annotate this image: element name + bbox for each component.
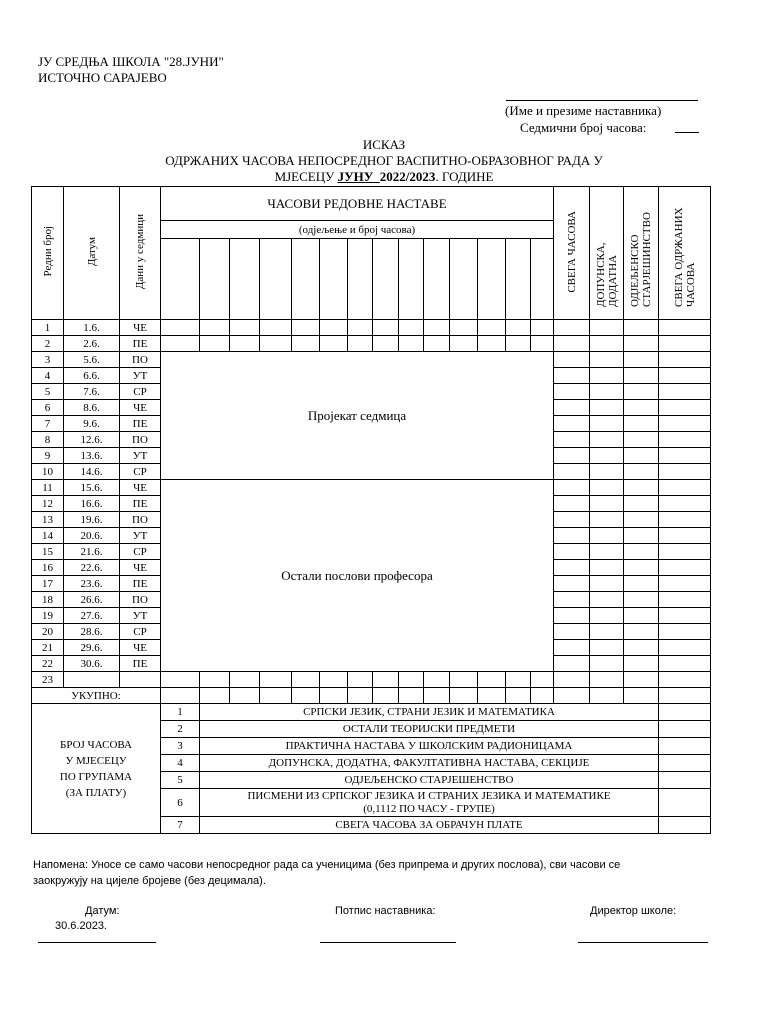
summary-cell[interactable] <box>659 640 711 656</box>
row-date: 27.6. <box>64 608 120 624</box>
school-name: ЈУ СРЕДЊА ШКОЛА "28.ЈУНИ" <box>38 54 224 69</box>
row-date <box>64 672 120 688</box>
regular-hours-cell[interactable] <box>424 672 450 688</box>
title-iskaz: ИСКАЗ <box>362 137 406 152</box>
group-value-cell[interactable] <box>659 817 711 834</box>
regular-hours-cell[interactable] <box>478 672 506 688</box>
row-weekday: ЧЕ <box>120 400 161 416</box>
regular-hours-cell[interactable] <box>450 672 478 688</box>
regular-hours-cell[interactable] <box>320 320 348 336</box>
col-header-day: Дани у седмици <box>134 213 146 290</box>
row-date: 30.6. <box>64 656 120 672</box>
row-weekday: ЧЕ <box>120 560 161 576</box>
summary-cell[interactable] <box>590 624 624 640</box>
regular-hours-cell[interactable] <box>200 336 230 352</box>
row-date: 5.6. <box>64 352 120 368</box>
summary-cell[interactable] <box>659 608 711 624</box>
summary-cell[interactable] <box>590 320 624 336</box>
row-number: 7 <box>32 416 64 432</box>
regular-hours-cell[interactable] <box>531 320 554 336</box>
summary-cell[interactable] <box>554 416 590 432</box>
row-number: 9 <box>32 448 64 464</box>
summary-cell[interactable] <box>624 432 659 448</box>
total-cell[interactable] <box>506 688 531 704</box>
group-title-text: ДОПУНСКА, ДОДАТНА, ФАКУЛТАТИВНА НАСТАВА, СЕКЦИЈЕ <box>268 756 590 769</box>
regular-classes-header: ЧАСОВИ РЕДОВНЕ НАСТАВЕ <box>161 187 554 221</box>
group-title-subtext: (0,1112 ПО ЧАСУ - ГРУПЕ) <box>363 802 495 815</box>
summary-cell[interactable] <box>624 464 659 480</box>
row-number: 17 <box>32 576 64 592</box>
regular-hours-cell[interactable] <box>320 336 348 352</box>
regular-hours-cell[interactable] <box>506 336 531 352</box>
summary-cell[interactable] <box>590 448 624 464</box>
total-cell[interactable] <box>260 688 292 704</box>
row-weekday: ЧЕ <box>120 480 161 496</box>
group-value-cell[interactable] <box>659 755 711 772</box>
summary-cell[interactable] <box>590 400 624 416</box>
groups-label-line: (ЗА ПЛАТУ) <box>65 786 127 799</box>
summary-cell[interactable] <box>659 592 711 608</box>
summary-cell[interactable] <box>659 496 711 512</box>
row-number: 5 <box>32 384 64 400</box>
title-line2: ОДРЖАНИХ ЧАСОВА НЕПОСРЕДНОГ ВАСПИТНО-ОБРАЗОВНОГ РАДА У <box>165 153 603 168</box>
summary-cell[interactable] <box>590 480 624 496</box>
summary-cell[interactable] <box>554 336 590 352</box>
row-weekday: СР <box>120 624 161 640</box>
group-value-cell[interactable] <box>659 789 711 817</box>
row-date: 14.6. <box>64 464 120 480</box>
summary-cell[interactable] <box>590 640 624 656</box>
regular-hours-cell[interactable] <box>373 672 399 688</box>
summary-cell[interactable] <box>659 656 711 672</box>
row-date: 8.6. <box>64 400 120 416</box>
summary-cell[interactable] <box>590 368 624 384</box>
row-number: 22 <box>32 656 64 672</box>
summary-cell[interactable] <box>590 352 624 368</box>
summary-cell[interactable] <box>590 656 624 672</box>
row-date: 28.6. <box>64 624 120 640</box>
row-date: 21.6. <box>64 544 120 560</box>
row-weekday: ПО <box>120 432 161 448</box>
summary-cell[interactable] <box>624 624 659 640</box>
row-date: 1.6. <box>64 320 120 336</box>
regular-hours-cell[interactable] <box>424 320 450 336</box>
summary-cell[interactable] <box>659 384 711 400</box>
row-date: 20.6. <box>64 528 120 544</box>
col-header-class-teacher: ОДЈЕЉЕНСКО СТАРЈЕШИНСТВО <box>629 211 653 307</box>
summary-cell[interactable] <box>659 448 711 464</box>
row-number: 11 <box>32 480 64 496</box>
groups-label-line: БРОЈ ЧАСОВА <box>60 738 132 751</box>
director-label: Директор школе: <box>590 905 677 917</box>
summary-cell[interactable] <box>624 528 659 544</box>
regular-hours-cell[interactable] <box>230 672 260 688</box>
row-weekday: УТ <box>120 368 161 384</box>
summary-cell[interactable] <box>554 656 590 672</box>
weekly-hours-line <box>675 132 699 133</box>
col-header-rb: Редни број <box>41 226 54 277</box>
summary-cell[interactable] <box>590 416 624 432</box>
row-number: 14 <box>32 528 64 544</box>
groups-label <box>32 704 161 834</box>
regular-hours-cell[interactable] <box>230 336 260 352</box>
row-number: 12 <box>32 496 64 512</box>
row-weekday: ПО <box>120 512 161 528</box>
row-number: 18 <box>32 592 64 608</box>
summary-cell[interactable] <box>624 640 659 656</box>
row-weekday: ПЕ <box>120 656 161 672</box>
row-weekday: ПО <box>120 352 161 368</box>
summary-cell[interactable] <box>659 576 711 592</box>
row-date: 29.6. <box>64 640 120 656</box>
row-date: 16.6. <box>64 496 120 512</box>
row-number: 10 <box>32 464 64 480</box>
row-date: 26.6. <box>64 592 120 608</box>
regular-hours-cell[interactable] <box>348 672 373 688</box>
regular-hours-cell[interactable] <box>450 320 478 336</box>
teacher-signature-label: Потпис наставника: <box>335 905 436 917</box>
summary-cell[interactable] <box>554 672 590 688</box>
total-cell[interactable] <box>399 688 424 704</box>
row-number: 13 <box>32 512 64 528</box>
group-title-text: СРПСКИ ЈЕЗИК, СТРАНИ ЈЕЗИК И МАТЕМАТИКА <box>303 705 555 718</box>
summary-cell[interactable] <box>590 528 624 544</box>
regular-hours-cell[interactable] <box>478 336 506 352</box>
summary-cell[interactable] <box>624 608 659 624</box>
summary-cell[interactable] <box>554 496 590 512</box>
group-title-text: СВЕГА ЧАСОВА ЗА ОБРАЧУН ПЛАТЕ <box>335 818 523 831</box>
summary-cell[interactable] <box>554 368 590 384</box>
summary-cell[interactable] <box>624 448 659 464</box>
date-line <box>38 942 156 943</box>
regular-hours-cell[interactable] <box>348 320 373 336</box>
row-number: 2 <box>32 336 64 352</box>
regular-hours-cell[interactable] <box>399 320 424 336</box>
group-title-text: ОСТАЛИ ТЕОРИЈСКИ ПРЕДМЕТИ <box>342 722 516 735</box>
summary-cell[interactable] <box>590 608 624 624</box>
school-city: ИСТОЧНО САРАЈЕВО <box>38 70 167 85</box>
table-row <box>32 352 711 368</box>
total-row <box>32 688 711 704</box>
date-value: 30.6.2023. <box>55 920 107 932</box>
row-number: 6 <box>32 400 64 416</box>
summary-cell[interactable] <box>590 464 624 480</box>
summary-cell[interactable] <box>554 544 590 560</box>
regular-hours-cell[interactable] <box>450 336 478 352</box>
summary-cell[interactable] <box>590 592 624 608</box>
col-header-grand-total: СВЕГА ОДРЖАНИХ ЧАСОВА <box>672 206 697 307</box>
regular-hours-cell[interactable] <box>373 320 399 336</box>
group-title <box>200 817 659 834</box>
title-year: 2022/2023 <box>379 169 436 184</box>
row-number: 16 <box>32 560 64 576</box>
group-number: 6 <box>161 789 200 817</box>
summary-cell[interactable] <box>590 432 624 448</box>
table-row <box>32 336 711 352</box>
summary-cell[interactable] <box>554 384 590 400</box>
summary-cell[interactable] <box>659 320 711 336</box>
summary-cell[interactable] <box>554 448 590 464</box>
regular-hours-cell[interactable] <box>260 320 292 336</box>
weekly-hours-label: Седмични број часова: <box>520 120 647 135</box>
regular-hours-cell[interactable] <box>260 672 292 688</box>
group-number: 7 <box>161 817 200 834</box>
summary-cell[interactable] <box>554 512 590 528</box>
summary-cell[interactable] <box>624 320 659 336</box>
summary-cell[interactable] <box>659 416 711 432</box>
total-label: УКУПНО: <box>32 688 161 704</box>
col-header-date: Датум <box>85 236 98 267</box>
title-month: ЈУНУ <box>337 169 374 184</box>
row-date: 12.6. <box>64 432 120 448</box>
regular-hours-cell[interactable] <box>320 672 348 688</box>
row-weekday: ЧЕ <box>120 640 161 656</box>
summary-cell[interactable] <box>590 512 624 528</box>
teacher-name-caption: (Име и презиме наставника) <box>505 103 662 118</box>
merged-other-duties: Остали послови професора <box>161 480 554 672</box>
summary-cell[interactable] <box>659 336 711 352</box>
title-line3: МЈЕСЕЦУ ЈУНУ 2022/2023. ГОДИНЕ <box>274 169 494 184</box>
row-number: 1 <box>32 320 64 336</box>
row-number: 8 <box>32 432 64 448</box>
group-number: 4 <box>161 755 200 772</box>
regular-hours-cell[interactable] <box>531 336 554 352</box>
summary-cell[interactable] <box>554 640 590 656</box>
teacher-name-line <box>506 100 698 101</box>
regular-hours-cell[interactable] <box>292 320 320 336</box>
regular-hours-cell[interactable] <box>531 672 554 688</box>
total-summary-cell[interactable] <box>659 688 711 704</box>
date-label: Датум: <box>85 905 120 917</box>
summary-cell[interactable] <box>624 400 659 416</box>
row-date: 15.6. <box>64 480 120 496</box>
summary-cell[interactable] <box>659 560 711 576</box>
groups-label-line: У МЈЕСЕЦУ <box>65 754 127 767</box>
summary-cell[interactable] <box>624 336 659 352</box>
row-date: 2.6. <box>64 336 120 352</box>
summary-cell[interactable] <box>624 656 659 672</box>
summary-cell[interactable] <box>659 432 711 448</box>
summary-cell[interactable] <box>624 352 659 368</box>
regular-hours-cell[interactable] <box>506 320 531 336</box>
regular-classes-subheader: (одјељење и број часова) <box>161 221 554 239</box>
group-title-text: ПРАКТИЧНА НАСТАВА У ШКОЛСКИМ РАДИОНИЦАМА <box>285 739 573 752</box>
note-line2: заокружују на цијеле бројеве (без децимала). <box>33 875 266 887</box>
summary-cell[interactable] <box>624 592 659 608</box>
group-number: 5 <box>161 772 200 789</box>
summary-cell[interactable] <box>554 320 590 336</box>
regular-hours-cell[interactable] <box>399 336 424 352</box>
row-weekday: ПО <box>120 592 161 608</box>
summary-cell[interactable] <box>659 672 711 688</box>
summary-cell[interactable] <box>659 464 711 480</box>
summary-cell[interactable] <box>624 560 659 576</box>
summary-cell[interactable] <box>624 384 659 400</box>
group-title <box>200 755 659 772</box>
total-cell[interactable] <box>320 688 348 704</box>
summary-cell[interactable] <box>554 464 590 480</box>
table-row <box>32 672 711 688</box>
note-line1: Напомена: Уносе се само часови непосредног рада са ученицима (без припрема и других послова), сви часови се <box>33 859 621 871</box>
total-cell[interactable] <box>161 688 200 704</box>
group-title <box>200 772 659 789</box>
row-weekday: ЧЕ <box>120 320 161 336</box>
summary-cell[interactable] <box>590 384 624 400</box>
total-summary-cell[interactable] <box>624 688 659 704</box>
hours-table <box>31 186 711 834</box>
group-value-cell[interactable] <box>659 721 711 738</box>
total-cell[interactable] <box>230 688 260 704</box>
group-title-text: ПИСМЕНИ ИЗ СРПСКОГ ЈЕЗИКА И СТРАНИХ ЈЕЗИКА И МАТЕМАТИКЕ <box>247 789 611 802</box>
regular-hours-cell[interactable] <box>161 336 200 352</box>
summary-cell[interactable] <box>590 560 624 576</box>
group-value-cell[interactable] <box>659 772 711 789</box>
row-date: 13.6. <box>64 448 120 464</box>
summary-cell[interactable] <box>659 368 711 384</box>
summary-cell[interactable] <box>659 480 711 496</box>
row-number: 23 <box>32 672 64 688</box>
total-cell[interactable] <box>200 688 230 704</box>
row-weekday: СР <box>120 464 161 480</box>
group-row <box>32 704 711 721</box>
director-signature-line <box>578 942 708 943</box>
summary-cell[interactable] <box>590 576 624 592</box>
regular-hours-cell[interactable] <box>424 336 450 352</box>
summary-cell[interactable] <box>554 480 590 496</box>
group-value-cell[interactable] <box>659 704 711 721</box>
col-header-additional: ДОПУНСКА, ДОДАТНА <box>594 242 619 307</box>
total-summary-cell[interactable] <box>554 688 590 704</box>
summary-cell[interactable] <box>590 672 624 688</box>
summary-cell[interactable] <box>624 544 659 560</box>
col-header-total: СВЕГА ЧАСОВА <box>565 210 578 293</box>
row-number: 19 <box>32 608 64 624</box>
total-summary-cell[interactable] <box>590 688 624 704</box>
row-weekday: ПЕ <box>120 416 161 432</box>
total-cell[interactable] <box>450 688 478 704</box>
row-number: 15 <box>32 544 64 560</box>
row-weekday: УТ <box>120 448 161 464</box>
row-number: 4 <box>32 368 64 384</box>
summary-cell[interactable] <box>624 416 659 432</box>
row-date: 22.6. <box>64 560 120 576</box>
row-weekday: СР <box>120 544 161 560</box>
summary-cell[interactable] <box>624 576 659 592</box>
summary-cell[interactable] <box>590 544 624 560</box>
group-title <box>200 721 659 738</box>
summary-cell[interactable] <box>659 400 711 416</box>
summary-cell[interactable] <box>624 480 659 496</box>
regular-hours-cell[interactable] <box>200 320 230 336</box>
regular-hours-cell[interactable] <box>373 336 399 352</box>
total-cell[interactable] <box>292 688 320 704</box>
row-weekday: ПЕ <box>120 336 161 352</box>
row-weekday <box>120 672 161 688</box>
table-row <box>32 320 711 336</box>
regular-hours-cell[interactable] <box>292 336 320 352</box>
row-number: 20 <box>32 624 64 640</box>
row-weekday: УТ <box>120 608 161 624</box>
summary-cell[interactable] <box>554 352 590 368</box>
row-date: 19.6. <box>64 512 120 528</box>
summary-cell[interactable] <box>554 400 590 416</box>
teacher-signature-line <box>320 942 456 943</box>
table-row <box>32 480 711 496</box>
summary-cell[interactable] <box>659 528 711 544</box>
row-date: 7.6. <box>64 384 120 400</box>
summary-cell[interactable] <box>554 592 590 608</box>
row-date: 23.6. <box>64 576 120 592</box>
group-title-text: ОДЈЕЉЕНСКО СТАРЈЕШЕНСТВО <box>344 773 514 786</box>
summary-cell[interactable] <box>659 352 711 368</box>
row-weekday: УТ <box>120 528 161 544</box>
regular-hours-cell[interactable] <box>506 672 531 688</box>
group-title <box>200 738 659 755</box>
summary-cell[interactable] <box>659 512 711 528</box>
summary-cell[interactable] <box>554 432 590 448</box>
row-weekday: СР <box>120 384 161 400</box>
regular-hours-cell[interactable] <box>161 672 200 688</box>
total-cell[interactable] <box>373 688 399 704</box>
summary-cell[interactable] <box>624 512 659 528</box>
summary-cell[interactable] <box>554 528 590 544</box>
summary-cell[interactable] <box>554 560 590 576</box>
summary-cell[interactable] <box>554 608 590 624</box>
regular-hours-cell[interactable] <box>161 320 200 336</box>
group-number: 3 <box>161 738 200 755</box>
group-number: 2 <box>161 721 200 738</box>
row-date: 6.6. <box>64 368 120 384</box>
regular-hours-cell[interactable] <box>292 672 320 688</box>
summary-cell[interactable] <box>590 336 624 352</box>
row-weekday: ПЕ <box>120 496 161 512</box>
summary-cell[interactable] <box>554 576 590 592</box>
summary-cell[interactable] <box>554 624 590 640</box>
regular-hours-cell[interactable] <box>348 336 373 352</box>
row-weekday: ПЕ <box>120 576 161 592</box>
regular-hours-cell[interactable] <box>230 320 260 336</box>
summary-cell[interactable] <box>624 496 659 512</box>
group-number: 1 <box>161 704 200 721</box>
row-date: 9.6. <box>64 416 120 432</box>
row-number: 3 <box>32 352 64 368</box>
group-value-cell[interactable] <box>659 738 711 755</box>
total-cell[interactable] <box>424 688 450 704</box>
summary-cell[interactable] <box>624 368 659 384</box>
summary-cell[interactable] <box>624 672 659 688</box>
row-number: 21 <box>32 640 64 656</box>
group-title <box>200 789 659 817</box>
regular-hours-cell[interactable] <box>200 672 230 688</box>
regular-hours-cell[interactable] <box>260 336 292 352</box>
total-cell[interactable] <box>531 688 554 704</box>
groups-label-line: ПО ГРУПАМА <box>59 770 133 783</box>
summary-cell[interactable] <box>659 544 711 560</box>
regular-hours-cell[interactable] <box>478 320 506 336</box>
merged-project-week: Пројекат седмица <box>161 352 554 480</box>
total-cell[interactable] <box>348 688 373 704</box>
summary-cell[interactable] <box>659 624 711 640</box>
regular-hours-cell[interactable] <box>399 672 424 688</box>
summary-cell[interactable] <box>590 496 624 512</box>
total-cell[interactable] <box>478 688 506 704</box>
group-title <box>200 704 659 721</box>
